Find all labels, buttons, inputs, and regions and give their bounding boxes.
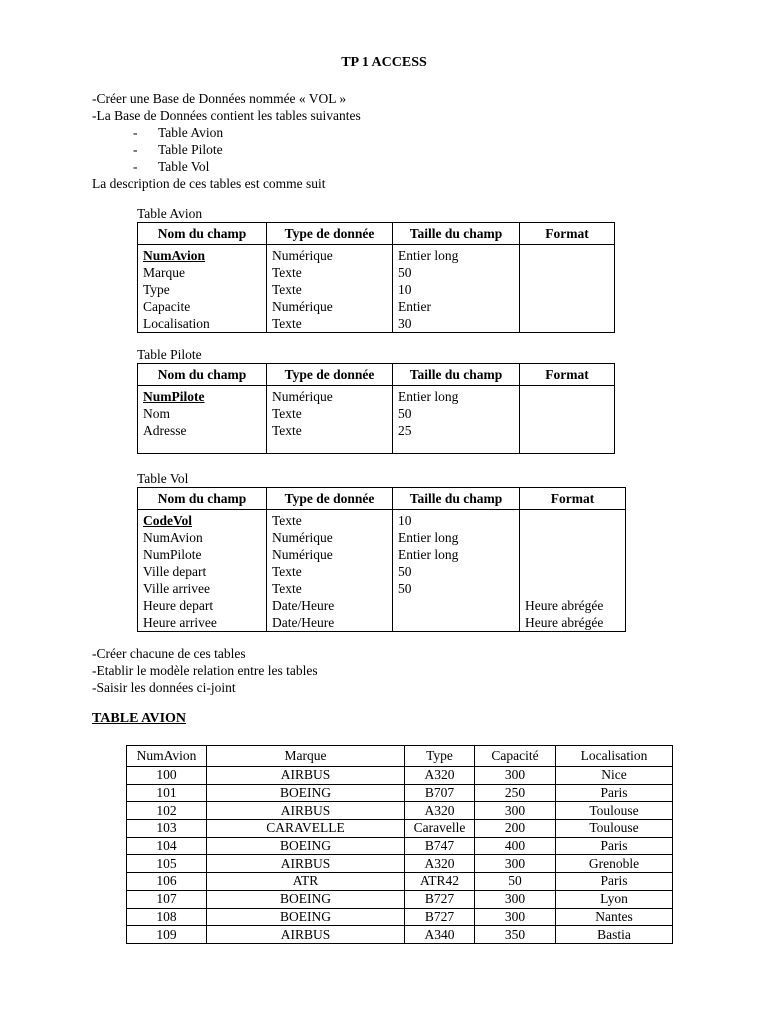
table-cell: A340 xyxy=(405,926,475,944)
table-cell: Nice xyxy=(556,767,673,785)
table-header-row xyxy=(127,746,673,767)
table-cell: 101 xyxy=(127,784,207,802)
field-formats-cell xyxy=(520,386,615,454)
table-row xyxy=(127,767,673,785)
table-cell: 300 xyxy=(475,802,556,820)
field-type: Texte xyxy=(272,406,302,421)
table-cell: 107 xyxy=(127,890,207,908)
field-names-cell xyxy=(138,510,267,632)
table-cell: 300 xyxy=(475,890,556,908)
table-cell: Toulouse xyxy=(556,802,673,820)
column-header: Taille du champ xyxy=(393,223,520,245)
table-cell: 105 xyxy=(127,855,207,873)
field-name: Heure arrivee xyxy=(143,615,217,630)
column-header: Format xyxy=(520,364,615,386)
intro-line-description: La description de ces tables est comme suit xyxy=(92,176,326,191)
field-format xyxy=(525,512,625,529)
field-sizes-cell xyxy=(393,386,520,454)
table-cell: 300 xyxy=(475,767,556,785)
column-header: Format xyxy=(520,223,615,245)
field-name: Ville depart xyxy=(143,564,207,579)
table-cell: 106 xyxy=(127,873,207,891)
bullet-item: - Table Pilote xyxy=(133,142,223,157)
field-type: Numérique xyxy=(272,248,333,263)
table-cell: 100 xyxy=(127,767,207,785)
schema-table-avion xyxy=(137,222,615,333)
table-row xyxy=(127,926,673,944)
schema-caption-pilote: Table Pilote xyxy=(137,347,202,362)
table-cell: 350 xyxy=(475,926,556,944)
field-size: 30 xyxy=(398,316,412,331)
column-header: Taille du champ xyxy=(393,488,520,510)
field-format xyxy=(525,546,625,563)
table-cell: AIRBUS xyxy=(207,802,405,820)
steps-section xyxy=(92,645,318,696)
bullet-item: - Table Vol xyxy=(133,159,210,174)
field-type: Numérique xyxy=(272,389,333,404)
field-type: Texte xyxy=(272,581,302,596)
field-name: Marque xyxy=(143,265,185,280)
column-header: Capacité xyxy=(475,746,556,767)
table-cell: Paris xyxy=(556,873,673,891)
table-cell: Paris xyxy=(556,837,673,855)
field-sizes-cell xyxy=(393,245,520,333)
intro-section xyxy=(92,90,361,192)
field-types-cell xyxy=(267,245,393,333)
field-format xyxy=(525,580,625,597)
table-cell: 300 xyxy=(475,908,556,926)
field-size: Entier long xyxy=(398,547,459,562)
table-cell: BOEING xyxy=(207,890,405,908)
table-cell: Paris xyxy=(556,784,673,802)
table-cell: 108 xyxy=(127,908,207,926)
table-cell: AIRBUS xyxy=(207,855,405,873)
table-row xyxy=(127,802,673,820)
table-cell: 200 xyxy=(475,820,556,838)
column-header: Marque xyxy=(207,746,405,767)
column-header: Nom du champ xyxy=(138,223,267,245)
table-cell: Caravelle xyxy=(405,820,475,838)
table-row xyxy=(127,890,673,908)
field-type: Texte xyxy=(272,564,302,579)
field-type: Texte xyxy=(272,316,302,331)
field-format xyxy=(525,529,625,546)
primary-key-field: NumPilote xyxy=(143,389,205,404)
field-size xyxy=(398,614,519,631)
field-name: Localisation xyxy=(143,316,210,331)
table-cell: A320 xyxy=(405,767,475,785)
field-size xyxy=(398,597,519,614)
field-size: 50 xyxy=(398,564,412,579)
table-cell: B727 xyxy=(405,890,475,908)
table-row xyxy=(127,855,673,873)
field-name: Nom xyxy=(143,406,170,421)
field-size: 50 xyxy=(398,581,412,596)
primary-key-field: CodeVol xyxy=(143,513,193,528)
table-cell: BOEING xyxy=(207,908,405,926)
field-size: Entier long xyxy=(398,389,459,404)
field-format xyxy=(525,563,625,580)
table-row xyxy=(127,837,673,855)
column-header: Taille du champ xyxy=(393,364,520,386)
table-cell: Toulouse xyxy=(556,820,673,838)
intro-line-tables: -La Base de Données contient les tables suivantes xyxy=(92,108,361,123)
step-item: -Créer chacune de ces tables xyxy=(92,646,246,661)
data-section-title: TABLE AVION xyxy=(92,711,187,726)
field-size: 10 xyxy=(398,282,412,297)
table-cell: ATR xyxy=(207,873,405,891)
table-cell: A320 xyxy=(405,802,475,820)
field-format: Heure abrégée xyxy=(525,598,604,613)
field-size: Entier long xyxy=(398,248,459,263)
field-type: Texte xyxy=(272,423,302,438)
field-type: Texte xyxy=(272,513,302,528)
step-item: -Saisir les données ci-joint xyxy=(92,680,236,695)
schema-table-vol xyxy=(137,487,626,632)
table-cell: AIRBUS xyxy=(207,926,405,944)
field-name: Heure depart xyxy=(143,598,214,613)
field-type: Numérique xyxy=(272,530,333,545)
field-size: 10 xyxy=(398,513,412,528)
table-cell: 250 xyxy=(475,784,556,802)
table-row xyxy=(127,820,673,838)
table-row xyxy=(127,873,673,891)
schema-caption-avion: Table Avion xyxy=(137,206,203,221)
field-type: Date/Heure xyxy=(272,615,335,630)
table-cell: BOEING xyxy=(207,784,405,802)
table-cell: Lyon xyxy=(556,890,673,908)
field-size: Entier long xyxy=(398,530,459,545)
field-type: Numérique xyxy=(272,547,333,562)
field-size: 25 xyxy=(398,423,412,438)
column-header: Nom du champ xyxy=(138,488,267,510)
table-cell: B747 xyxy=(405,837,475,855)
table-cell: 104 xyxy=(127,837,207,855)
table-cell: B727 xyxy=(405,908,475,926)
field-type: Date/Heure xyxy=(272,598,335,613)
table-cell: 400 xyxy=(475,837,556,855)
intro-line-create-db: -Créer une Base de Données nommée « VOL » xyxy=(92,91,347,106)
column-header: Type de donnée xyxy=(267,364,393,386)
step-item: -Etablir le modèle relation entre les tables xyxy=(92,663,318,678)
field-name: Type xyxy=(143,282,170,297)
table-row xyxy=(127,784,673,802)
column-header: Type xyxy=(405,746,475,767)
field-sizes-cell xyxy=(393,510,520,632)
field-format: Heure abrégée xyxy=(525,615,604,630)
column-header: Localisation xyxy=(556,746,673,767)
table-cell: 102 xyxy=(127,802,207,820)
column-header: Format xyxy=(520,488,626,510)
schema-table-pilote xyxy=(137,363,615,454)
field-names-cell xyxy=(138,386,267,454)
table-cell: 109 xyxy=(127,926,207,944)
field-type: Texte xyxy=(272,265,302,280)
field-types-cell xyxy=(267,510,393,632)
table-row xyxy=(127,908,673,926)
table-cell: 103 xyxy=(127,820,207,838)
table-cell: B707 xyxy=(405,784,475,802)
field-name: Adresse xyxy=(143,423,187,438)
field-formats-cell xyxy=(520,510,626,632)
field-size: 50 xyxy=(398,406,412,421)
bullet-item: - Table Avion xyxy=(133,125,224,140)
table-cell: 50 xyxy=(475,873,556,891)
field-names-cell xyxy=(138,245,267,333)
field-type: Numérique xyxy=(272,299,333,314)
table-cell: BOEING xyxy=(207,837,405,855)
table-cell: 300 xyxy=(475,855,556,873)
field-formats-cell xyxy=(520,245,615,333)
field-type: Texte xyxy=(272,282,302,297)
field-name: Capacite xyxy=(143,299,191,314)
table-cell: Grenoble xyxy=(556,855,673,873)
field-name: Ville arrivee xyxy=(143,581,211,596)
table-cell: CARAVELLE xyxy=(207,820,405,838)
avion-data-table xyxy=(126,745,673,944)
field-name: NumPilote xyxy=(143,547,202,562)
table-cell: AIRBUS xyxy=(207,767,405,785)
field-size: Entier xyxy=(398,299,431,314)
column-header: NumAvion xyxy=(127,746,207,767)
field-name: NumAvion xyxy=(143,530,203,545)
table-cell: Nantes xyxy=(556,908,673,926)
table-cell: A320 xyxy=(405,855,475,873)
column-header: Nom du champ xyxy=(138,364,267,386)
schema-caption-vol: Table Vol xyxy=(137,471,189,486)
field-types-cell xyxy=(267,386,393,454)
column-header: Type de donnée xyxy=(267,223,393,245)
primary-key-field: NumAvion xyxy=(143,248,206,263)
document-title: TP 1 ACCESS xyxy=(341,55,427,70)
column-header: Type de donnée xyxy=(267,488,393,510)
table-cell: ATR42 xyxy=(405,873,475,891)
table-cell: Bastia xyxy=(556,926,673,944)
field-size: 50 xyxy=(398,265,412,280)
